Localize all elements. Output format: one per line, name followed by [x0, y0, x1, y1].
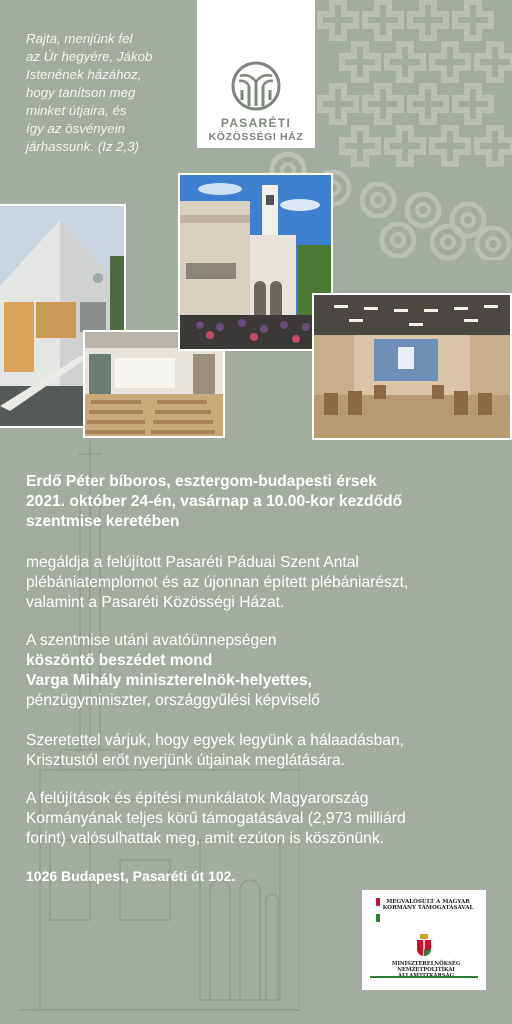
speaker-name: Varga Mihály miniszterelnök-helyettes, — [26, 672, 312, 689]
logo-title: PASARÉTI — [220, 116, 292, 130]
invitation-paragraph — [26, 731, 496, 771]
logo-subtitle: KÖZÖSSÉGI HÁZ — [208, 131, 304, 143]
paragraph-line: A szentmise utáni avatóünnepségen — [26, 632, 277, 649]
headline-line: Erdő Péter bíboros, esztergom-budapesti érsek — [26, 473, 377, 490]
flag-stripe-icon — [376, 898, 380, 922]
paragraph-line: forint) valósulhattak meg, amit ezúton is köszönünk. — [26, 830, 384, 847]
paragraph-line: Szeretettel várjuk, hogy egyek legyünk a hálaadásban, — [26, 732, 404, 749]
speech-line-bold: köszöntő beszédet mond — [26, 652, 213, 669]
quote-line: Rajta, menjünk fel — [26, 31, 133, 46]
bible-quote — [26, 30, 176, 156]
quote-line: az Úr hegyére, Jákob — [26, 49, 153, 64]
address: 1026 Budapest, Pasaréti út 102. — [26, 868, 236, 884]
government-sponsor-logo — [362, 890, 486, 990]
speaker-title: pénzügyminiszter, országgyűlési képviselő — [26, 692, 320, 709]
community-house-logo — [197, 0, 315, 148]
sponsor-top-text: MEGVALÓSULT A MAGYAR KORMÁNY TÁMOGATÁSÁVAL — [382, 899, 474, 911]
paragraph-line: plébániatemplomot és az újonnan épített plébániarészt, — [26, 574, 409, 591]
paragraph-line: valamint a Pasaréti Közösségi Házat. — [26, 594, 285, 611]
headline-announcement — [26, 472, 496, 532]
wheat-emblem-icon — [230, 60, 282, 112]
quote-line: így az ösvényein — [26, 121, 126, 136]
photo-church-tower — [178, 173, 333, 351]
paragraph-line: A felújítások és építési munkálatok Magyarország — [26, 790, 369, 807]
headline-line: 2021. október 24-én, vasárnap a 10.00-kor kezdődő — [26, 493, 403, 510]
sponsor-divider — [370, 976, 478, 978]
coat-of-arms-icon — [415, 934, 433, 958]
paragraph-line: Kormányának teljes körű támogatásával (2,973 milliárd — [26, 810, 406, 827]
quote-line: járhassunk. (Iz 2,3) — [26, 139, 140, 154]
photo-parish-hall-interior — [312, 293, 512, 440]
paragraph-line: megáldja a felújított Pasaréti Páduai Szent Antal — [26, 554, 359, 571]
quote-line: minket útjaira, és — [26, 103, 127, 118]
blessing-paragraph — [26, 553, 496, 613]
sponsor-bottom-text: MINISZTERELNÖKSÉG NEMZETPOLITIKAI — [391, 961, 461, 973]
headline-line: szentmise keretében — [26, 513, 180, 530]
funding-paragraph — [26, 789, 496, 849]
speech-paragraph — [26, 631, 496, 711]
quote-line: hogy tanítson meg — [26, 85, 136, 100]
quote-line: Istenének házához, — [26, 67, 142, 82]
paragraph-line: Krisztustól erőt nyerjünk útjainak meglátására. — [26, 752, 345, 769]
